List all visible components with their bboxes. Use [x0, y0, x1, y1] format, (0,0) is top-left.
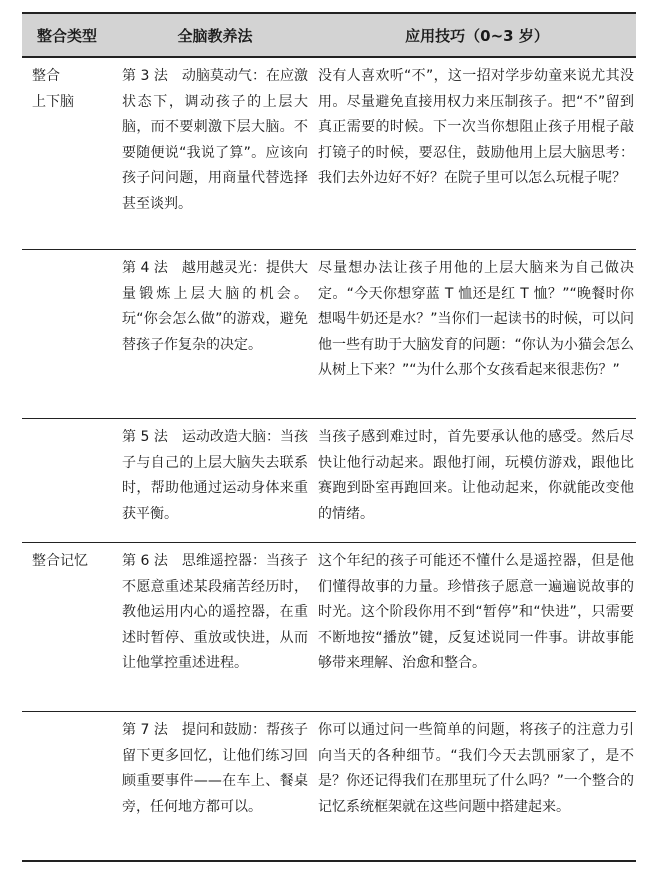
method-cell: 第 6 法 思维遥控器：当孩子不愿意重述某段痛苦经历时，教他运用内心的遥控器，在重述时暂停、重放或快进，从而让他掌控重述进程。	[122, 553, 308, 671]
tip-cell: 你可以通过问一些简单的问题，将孩子的注意力引向当天的各种细节。“我们今天去凯丽家了，是不是？你还记得我们在那里玩了什么吗？”一个整合的记忆系统框架就在这些问题中搭建起来。	[318, 722, 634, 815]
parenting-table	[22, 12, 636, 862]
table-row	[22, 250, 636, 419]
integration-type-cell	[22, 250, 112, 418]
method-cell: 第 4 法 越用越灵光：提供大量锻炼上层大脑的机会。玩“你会怎么做”的游戏，避免替孩子作复杂的决定。	[122, 260, 308, 353]
integration-type-cell	[22, 58, 112, 249]
tip-cell: 没有人喜欢听“不”，这一招对学步幼童来说尤其没用。尽量避免直接用权力来压制孩子。把“不”留到真正需要的时候。下一次当你想阻止孩子用棍子敲打镜子的时候，要忍住，鼓励他用上层大脑思考：我们去外边好不好？在院子里可以怎么玩棍子呢？	[318, 68, 634, 186]
table-header	[22, 12, 636, 58]
method-cell: 第 3 法 动脑莫动气：在应激状态下，调动孩子的上层大脑，而不要刺激下层大脑。不要随便说“我说了算”。应该向孩子问问题，用商量代替选择甚至谈判。	[122, 68, 308, 212]
tip-cell: 尽量想办法让孩子用他的上层大脑来为自己做决定。“今天你想穿蓝 T 恤还是红 T 恤？”“晚餐时你想喝牛奶还是水？”当你们一起读书的时候，可以问他一些有助于大脑发育的问题：“你认为小猫会怎么从树上下来？”“为什么那个女孩看起来很悲伤？”	[318, 260, 634, 378]
integration-type-line: 整合记忆	[32, 553, 88, 569]
tip-cell: 这个年纪的孩子可能还不懂什么是遥控器，但是他们懂得故事的力量。珍惜孩子愿意一遍遍说故事的时光。这个阶段你用不到“暂停”和“快进”，只需要不断地按“播放”键，反复述说同一件事。讲故事能够带来理解、治愈和整合。	[318, 553, 634, 671]
table-row	[22, 58, 636, 250]
tip-cell: 当孩子感到难过时，首先要承认他的感受。然后尽快让他行动起来。跟他打闹，玩模仿游戏，跟他比赛跑到卧室再跑回来。让他动起来，你就能改变他的情绪。	[318, 429, 634, 522]
table-row	[22, 712, 636, 862]
integration-type-cell	[22, 712, 112, 860]
method-cell: 第 7 法 提问和鼓励：帮孩子留下更多回忆，让他们练习回顾重要事件——在车上、餐桌旁，任何地方都可以。	[122, 722, 308, 815]
method-cell: 第 5 法 运动改造大脑：当孩子与自己的上层大脑失去联系时，帮助他通过运动身体来重获平衡。	[122, 429, 308, 522]
integration-type-cell	[22, 419, 112, 542]
integration-type-line: 上下脑	[32, 93, 74, 110]
header-whole-brain-method: 全脑教养法	[177, 26, 253, 45]
header-application-tips: 应用技巧（0~3 岁）	[405, 26, 549, 45]
integration-type-line: 整合	[32, 68, 60, 84]
header-integration-type: 整合类型	[36, 26, 97, 45]
table-row	[22, 543, 636, 712]
table-row	[22, 419, 636, 543]
integration-type-cell	[22, 543, 112, 711]
